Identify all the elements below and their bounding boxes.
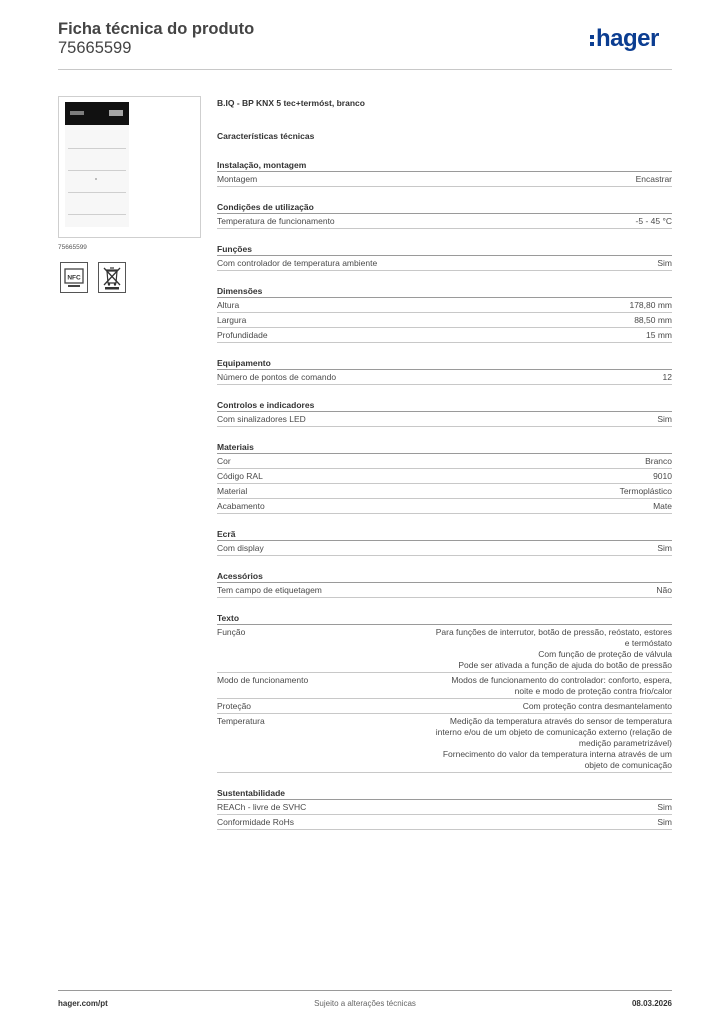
spec-group-title: Materiais <box>217 441 672 454</box>
spec-value <box>656 585 672 596</box>
spec-value <box>636 174 672 185</box>
spec-row <box>217 256 672 271</box>
spec-value-line: 178,80 mm <box>629 300 672 310</box>
spec-value <box>620 486 672 497</box>
spec-value <box>636 216 672 227</box>
spec-label: Modo de funcionamento <box>217 675 309 685</box>
spec-label: REACh - livre de SVHC <box>217 802 307 812</box>
spec-row <box>217 673 672 699</box>
spec-label: Número de pontos de comando <box>217 372 337 382</box>
spec-value <box>657 543 672 554</box>
spec-label: Temperatura <box>217 716 265 726</box>
spec-value-line: Para funções de interrutor, botão de pressão, reóstato, estores <box>435 627 672 637</box>
spec-row <box>217 313 672 328</box>
spec-value-line: Com função de proteção de válvula <box>538 649 672 659</box>
spec-value <box>663 372 672 383</box>
spec-value-line: Branco <box>645 456 672 466</box>
page-header <box>58 20 672 70</box>
weee-crossed-bin-icon <box>98 262 126 293</box>
spec-group-title: Condições de utilização <box>217 201 672 214</box>
spec-value-line: Sim <box>657 802 672 812</box>
spec-value-line: Sim <box>657 258 672 268</box>
spec-label: Altura <box>217 300 240 310</box>
spec-value-line: Encastrar <box>635 174 672 184</box>
spec-value <box>657 802 672 813</box>
footer-notice: Sujeito a alterações técnicas <box>314 999 416 1008</box>
spec-label: Com controlador de temperatura ambiente <box>217 258 378 268</box>
nfc-icon <box>60 262 88 293</box>
spec-value-line: Com proteção contra desmantelamento <box>522 701 672 711</box>
spec-row <box>217 484 672 499</box>
spec-label: Código RAL <box>217 471 263 481</box>
image-caption: 75665599 <box>58 244 87 251</box>
spec-value-line: 88,50 mm <box>634 315 672 325</box>
spec-group-title: Instalação, montagem <box>217 159 672 172</box>
spec-value-line: interno e/ou de um objeto de comunicação externo (relação de <box>435 727 672 737</box>
spec-row <box>217 412 672 427</box>
spec-value-line: Não <box>656 585 672 595</box>
spec-group <box>217 528 672 556</box>
device-illustration <box>65 102 129 227</box>
spec-label: Cor <box>217 456 231 466</box>
spec-value <box>645 456 672 467</box>
spec-group <box>217 570 672 598</box>
spec-row <box>217 625 672 673</box>
spec-group-title: Ecrã <box>217 528 672 541</box>
spec-value-line: noite e modo de proteção contra frio/calor <box>514 686 672 696</box>
spec-value-line: Termoplástico <box>619 486 672 496</box>
spec-label: Acabamento <box>217 501 265 511</box>
spec-groups <box>217 159 672 830</box>
spec-row <box>217 815 672 830</box>
product-name: B.IQ - BP KNX 5 tec+termóst, branco <box>217 98 365 108</box>
spec-label: Largura <box>217 315 247 325</box>
product-code: 75665599 <box>58 39 132 57</box>
spec-group <box>217 441 672 514</box>
spec-value-line: medição parametrizável) <box>578 738 672 748</box>
spec-value-line: -5 - 45 °C <box>635 216 672 226</box>
spec-value <box>646 330 672 341</box>
spec-row <box>217 298 672 313</box>
spec-value <box>657 258 672 269</box>
spec-group-title: Funções <box>217 243 672 256</box>
spec-value <box>523 701 672 712</box>
spec-value-line: 12 <box>662 372 672 382</box>
spec-value-line: Sim <box>657 817 672 827</box>
spec-group <box>217 285 672 343</box>
spec-value-line: objeto de comunicação <box>584 760 672 770</box>
spec-label: Com sinalizadores LED <box>217 414 306 424</box>
spec-value <box>629 300 672 311</box>
spec-group-title: Texto <box>217 612 672 625</box>
spec-row <box>217 499 672 514</box>
spec-value <box>657 817 672 828</box>
spec-group-title: Sustentabilidade <box>217 787 672 800</box>
section-title: Características técnicas <box>217 131 315 141</box>
spec-label: Material <box>217 486 248 496</box>
spec-value-line: Sim <box>657 543 672 553</box>
logo-colon-icon <box>590 35 594 46</box>
spec-value <box>436 627 672 671</box>
spec-value-line: Mate <box>653 501 672 511</box>
spec-group-title: Acessórios <box>217 570 672 583</box>
footer-website-link[interactable]: hager.com/pt <box>58 999 108 1008</box>
spec-value <box>657 414 672 425</box>
spec-value-line: e termóstato <box>624 638 672 648</box>
spec-group <box>217 243 672 271</box>
spec-group <box>217 357 672 385</box>
spec-value-line: Medição da temperatura através do sensor de temperatura <box>449 716 672 726</box>
spec-group <box>217 612 672 773</box>
hager-logo <box>590 26 672 52</box>
spec-group-title: Equipamento <box>217 357 672 370</box>
spec-value-line: Sim <box>657 414 672 424</box>
spec-value <box>451 675 672 697</box>
spec-label: Proteção <box>217 701 252 711</box>
spec-label: Com display <box>217 543 264 553</box>
spec-group <box>217 399 672 427</box>
logo-text: hager <box>596 25 659 52</box>
spec-row <box>217 583 672 598</box>
spec-label: Tem campo de etiquetagem <box>217 585 322 595</box>
spec-row <box>217 800 672 815</box>
document-title: Ficha técnica do produto <box>58 20 255 38</box>
footer-date: 08.03.2026 <box>631 999 672 1008</box>
spec-row <box>217 370 672 385</box>
spec-row <box>217 328 672 343</box>
device-display <box>65 102 129 125</box>
spec-value <box>653 501 672 512</box>
spec-value-line: 9010 <box>653 471 672 481</box>
spec-row <box>217 214 672 229</box>
spec-value <box>653 471 672 482</box>
spec-label: Função <box>217 627 246 637</box>
spec-group <box>217 787 672 830</box>
spec-row <box>217 469 672 484</box>
page-footer <box>58 990 672 1010</box>
spec-label: Montagem <box>217 174 258 184</box>
spec-row <box>217 699 672 714</box>
spec-row <box>217 541 672 556</box>
spec-group <box>217 201 672 229</box>
spec-label: Profundidade <box>217 330 268 340</box>
nfc-badge-text: NFC <box>67 274 81 282</box>
spec-value-line: Pode ser ativada a função de ajuda do botão de pressão <box>458 660 672 670</box>
spec-label: Temperatura de funcionamento <box>217 216 335 226</box>
spec-label: Conformidade RoHs <box>217 817 295 827</box>
product-image <box>58 96 201 238</box>
spec-value <box>436 716 672 771</box>
spec-row <box>217 454 672 469</box>
spec-group-title: Controlos e indicadores <box>217 399 672 412</box>
spec-content <box>217 97 672 830</box>
spec-row <box>217 172 672 187</box>
spec-row <box>217 714 672 773</box>
spec-value <box>634 315 672 326</box>
spec-group <box>217 159 672 187</box>
spec-group-title: Dimensões <box>217 285 672 298</box>
spec-value-line: 15 mm <box>646 330 672 340</box>
spec-value-line: Fornecimento do valor da temperatura interna através de um <box>442 749 672 759</box>
spec-value-line: Modos de funcionamento do controlador: conforto, espera, <box>451 675 672 685</box>
